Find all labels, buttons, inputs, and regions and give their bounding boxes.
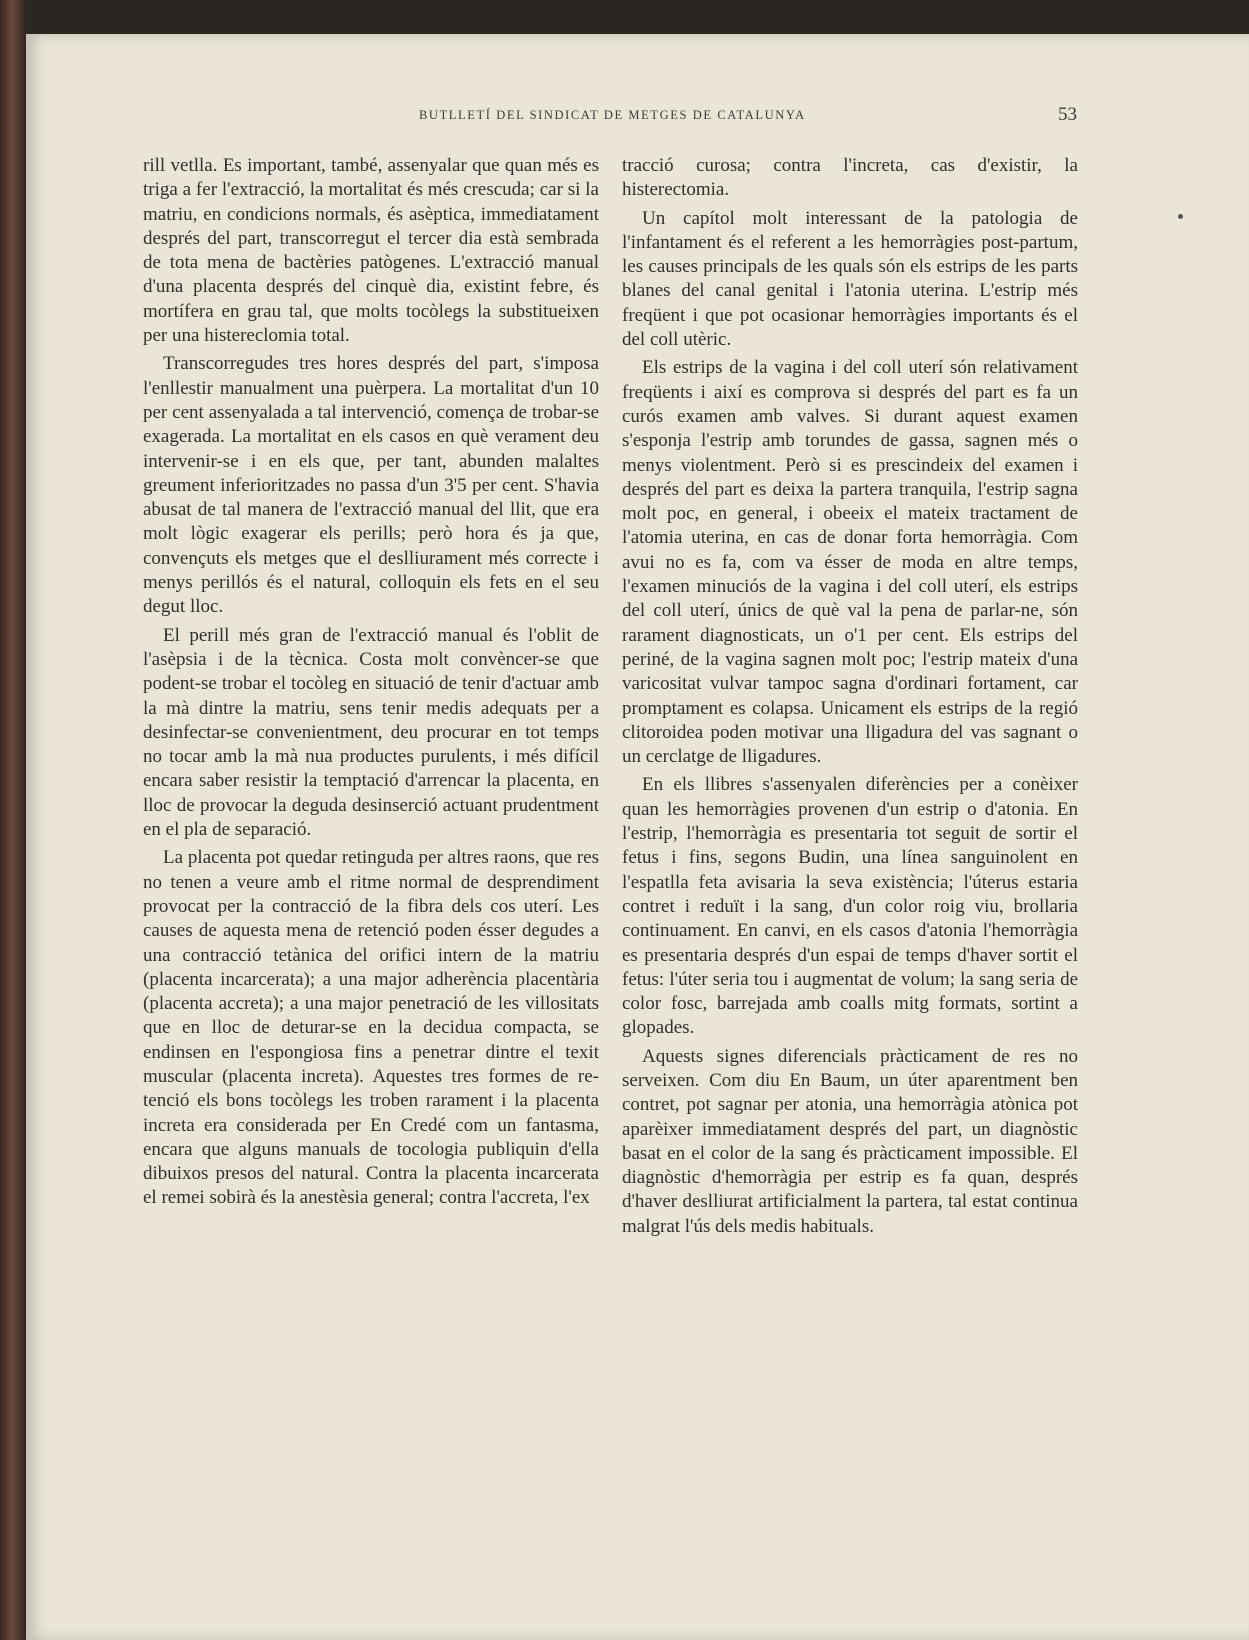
paragraph: rill vetlla. Es important, també, assenyalar que quan més es triga a fer l'extracció, la mortalitat és més crescuda; car si la matriu, en condicions normals, és asèptica, immediatament després del part, transcorregut el tercer dia està sembrada de tota mena de bactèries patògenes. L'extracció manual d'una placenta després del cinquè dia, existint febre, és mortífera en grau tal, que molts tocòlegs la substitueixen per una histereclomia total. bbox=[143, 155, 599, 347]
paragraph: tracció curosa; contra l'increta, cas d'existir, la histerectomia. bbox=[622, 155, 1078, 201]
paragraph: La placenta pot quedar retinguda per altres raons, que res no tenen a veure amb el ritme normal de desprendiment provocat per la contracció de la fibra dels cos uterí. Les causes de aquesta mena de retenció poden ésser degudes a una contracció tetànica del orifici intern de la matriu (placenta incarcerata); a una major adherència placentària (placenta accreta); a una major penetració de les villositats que en lloc de deturar-se en la decidua compacta, se endinsen en l'espongiosa fins a penetrar dintre el texit muscular (placenta increta). Aquestes tres formes de retenció els bons tocòlegs les troben rarament i la placenta increta era considerada per En Credé com un fantasma, encara que alguns manuals de tocologia publiquin d'ella dibuixos presos del natural. Contra la placenta incarcerata el remei sobirà és la anestèsia general; contra l'accreta, l'ex bbox=[143, 847, 599, 1209]
paragraph: Aquests signes diferencials pràcticament de res no serveixen. Com diu En Baum, un úter aparentment ben contret, pot sagnar per atonia, una hemorràgia atònica pot aparèixer immediatament després del part, un diagnòstic basat en el color de la sang és pràcticament impossible. El diagnòstic d'hemorràgia per estrip es fa quan, després d'haver deslliurat artificialment la partera, tal estat continua malgrat l'ús dels medis habituals. bbox=[622, 1045, 1078, 1237]
running-title: BUTLLETÍ DEL SINDICAT DE METGES DE CATALUNYA bbox=[419, 108, 806, 122]
book-binding-edge bbox=[0, 0, 26, 1640]
paragraph: El perill més gran de l'extracció manual és l'oblit de l'asèpsia i de la tècnica. Costa molt convèncer-se que podent-se trobar el tocòleg en situació de tenir d'actuar amb la mà dintre la matriu, sens tenir medis adequats per a desinfectar-se convenientment, deu procurar en tot temps no tocar amb la mà nua productes purulents, i més difícil encara saber resistir la temptació d'arrencar la placenta, en lloc de provocar la deguda desinserció actuant prudentment en el pla de separació. bbox=[143, 624, 599, 841]
paragraph: En els llibres s'assenyalen diferències per a conèixer quan les hemorràgies provenen d'un estrip o d'atonia. En l'estrip, l'hemorràgia es presentaria tot seguit de sortir el fetus i fins, segons Budin, una línea sanguinolent en l'espatlla feta avisaria la seva existència; l'úterus estaria contret i reduït i la sang, d'un color roig viu, brollaria continuament. En canvi, en els casos d'atonia l'hemorràgia es presentaria després d'un espai de temps d'haver sortit el fetus: l'úter seria tou i augmentat de volum; la sang seria de color fosc, barrejada amb coalls mitg formats, sortint a glopades. bbox=[622, 774, 1078, 1039]
book-page bbox=[26, 34, 1249, 1640]
paragraph: Els estrips de la vagina i del coll uterí són relativament freqüents i així es comprova si després del part es fa un curós examen amb valves. Si durant aquest examen s'esponja l'estrip amb torundes de gassa, sagnen més o menys violentment. Però si es prescindeix del examen i després del part es deixa la partera tranquila, l'estrip sagna molt poc, en general, i obeeix el mateix tractament de l'atomia uterina, en cas de donar forta hemorràgia. Com avui no es fa, com va ésser de moda en altre temps, l'examen minuciós de la vagina i del coll uterí, els estrips del coll uterí, únics de què val la pena de parlar-ne, són rarament diagnosticats, un o'1 per cent. Els estrips del periné, de la vagina sagnen molt poc; l'estrip mateix d'una varicositat vulvar tampoc sagna d'ordinari fortament, car promptament es colapsa. Unicament els estrips de la regió clitoroidea poden motivar una lligadura del vas sagnant o un cerclatge de lligadures. bbox=[622, 357, 1078, 768]
right-column bbox=[622, 154, 1078, 1243]
margin-ink-dot bbox=[1178, 214, 1183, 219]
left-column bbox=[143, 154, 599, 1215]
paragraph: Un capítol molt interessant de la patologia de l'infantament és el referent a les hemorràgies post-partum, les causes principals de les quals són els estrips de les parts blanes del canal genital i l'atonia uterina. L'estrip més freqüent i que pot ocasionar hemorràgies importants és el del coll utèric. bbox=[622, 207, 1078, 351]
page-number: 53 bbox=[1058, 104, 1077, 125]
paragraph: Transcorregudes tres hores després del part, s'imposa l'enllestir manualment una puèrpera. La mortalitat d'un 10 per cent assenyalada a tal intervenció, comença de trobar-se exagerada. La mortalitat en els casos en què verament deu intervenir-se i en els que, per tant, abunden malaltes greument inferioritzades no passa d'un 3'5 per cent. S'havia abusat de tal manera de l'extracció manual del llit, que era molt lògic exagerar els perills; però hora és ja que, convençuts els metges que el deslliurament més correcte i menys perillós és el natural, colloquin els fets en el seu degut lloc. bbox=[143, 353, 599, 618]
